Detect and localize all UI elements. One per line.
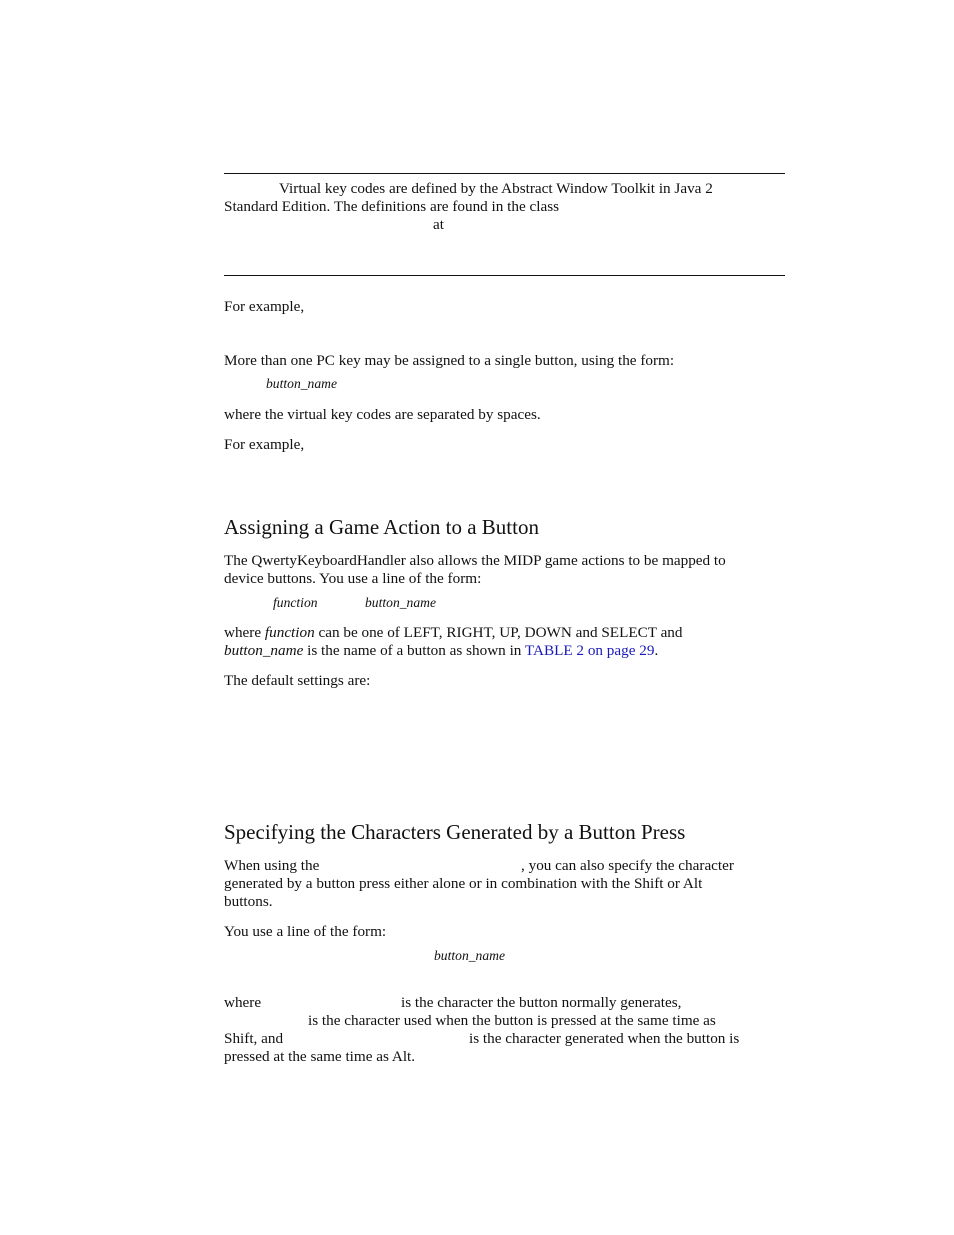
function-term: function	[264, 624, 315, 641]
chars-alt-a: Shift, and	[224, 1030, 284, 1047]
chars-shift-line: is the character used when the button is pressed at the same time as	[308, 1012, 716, 1029]
button-name-term: button_name	[224, 642, 304, 659]
game-action-intro-1: The QwertyKeyboardHandler also allows the MIDP game actions to be mapped to	[224, 552, 726, 569]
note-top-rule	[224, 173, 785, 174]
where-options-text: can be one of LEFT, RIGHT, UP, DOWN and SELECT and	[314, 624, 683, 641]
note-bottom-rule	[224, 275, 785, 276]
chars-form-button-name: button_name	[434, 948, 505, 963]
chars-p1-line3: buttons.	[224, 893, 273, 910]
chars-p1-line2: generated by a button press either alone or in combination with the Shift or Alt	[224, 875, 703, 892]
chars-p1-b: , you can also specify the character	[521, 857, 734, 874]
note-line-2: Standard Edition. The definitions are found in the class	[224, 198, 560, 215]
multi-key-form-button-name: button_name	[266, 376, 337, 391]
game-action-where-line	[224, 624, 683, 642]
table-2-link[interactable]: TABLE 2 on page 29	[524, 642, 655, 659]
multi-key-paragraph: More than one PC key may be assigned to a single button, using the form:	[224, 352, 675, 369]
chars-form-intro: You use a line of the form:	[224, 923, 387, 940]
for-example-2: For example,	[224, 436, 305, 453]
period: .	[654, 642, 659, 659]
button-name-desc: is the name of a button as shown in	[303, 642, 525, 659]
where-text: where	[224, 624, 265, 641]
note-line-3: at	[433, 216, 444, 233]
chars-alt-b: is the character generated when the button is	[469, 1030, 740, 1047]
for-example-1: For example,	[224, 298, 305, 315]
default-settings-label: The default settings are:	[224, 672, 371, 689]
separated-paragraph: where the virtual key codes are separated by spaces.	[224, 406, 541, 423]
chars-where-b: is the character the button normally generates,	[401, 994, 682, 1011]
chars-alt-line-end: pressed at the same time as Alt.	[224, 1048, 416, 1065]
chars-p1-a: When using the	[224, 857, 320, 874]
section-heading-game-action: Assigning a Game Action to a Button	[224, 515, 539, 539]
note-line-1: Virtual key codes are defined by the Abstract Window Toolkit in Java 2	[279, 180, 713, 197]
game-action-form-button-name: button_name	[365, 595, 436, 610]
game-action-intro-2: device buttons. You use a line of the form:	[224, 570, 482, 587]
chars-where-a: where	[224, 994, 262, 1011]
game-action-form-function: function	[273, 595, 318, 610]
section-heading-characters: Specifying the Characters Generated by a Button Press	[224, 820, 686, 844]
game-action-button-line	[224, 642, 658, 660]
